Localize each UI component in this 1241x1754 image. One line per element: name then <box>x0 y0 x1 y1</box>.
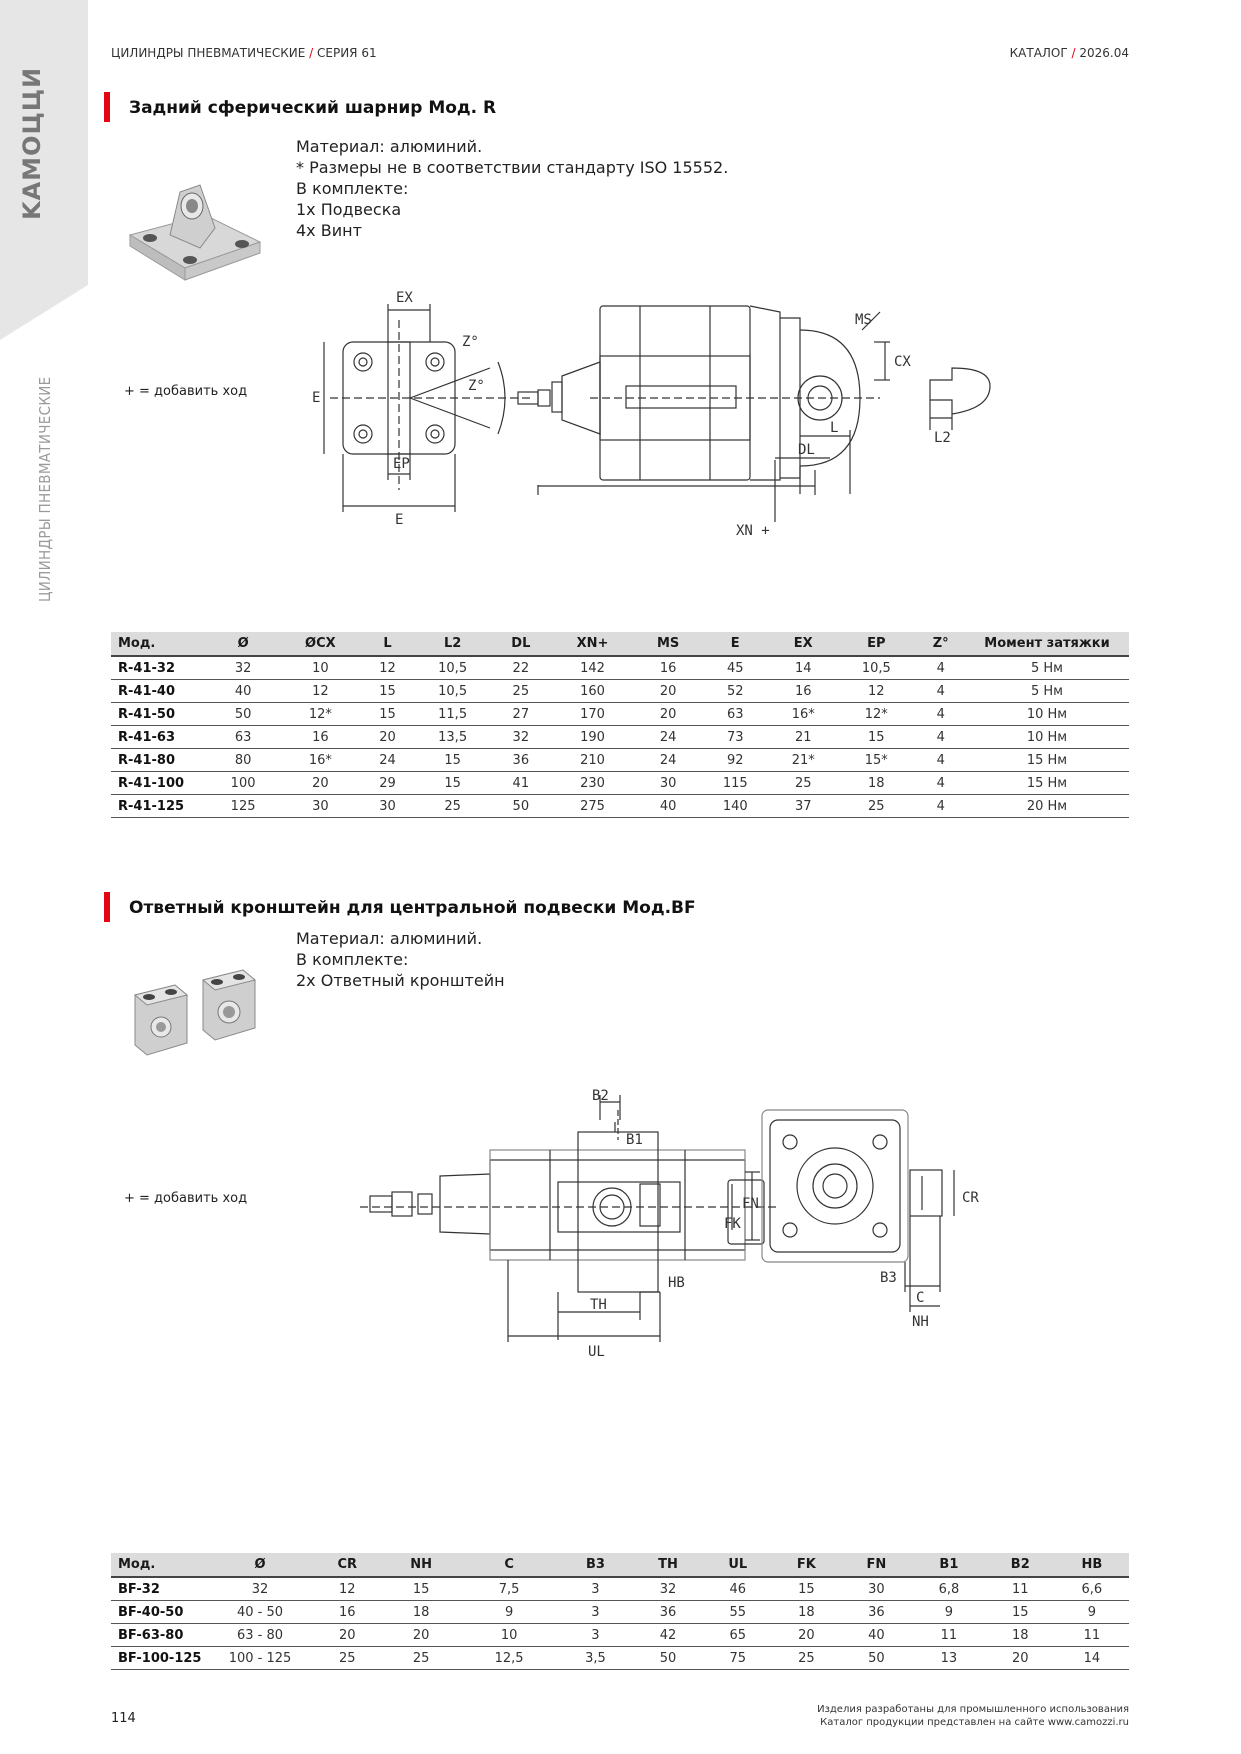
value-cell: 13 <box>912 1647 986 1670</box>
col-header: MS <box>636 632 700 656</box>
value-cell: 15 <box>383 1577 460 1601</box>
desc-line: В комплекте: <box>296 950 409 969</box>
value-cell: 16 <box>278 726 362 749</box>
value-cell: 15* <box>836 749 916 772</box>
header-category: ЦИЛИНДРЫ ПНЕВМАТИЧЕСКИЕ <box>111 46 306 60</box>
value-cell: 15 <box>836 726 916 749</box>
value-cell: 32 <box>208 1577 312 1601</box>
value-cell: 6,8 <box>912 1577 986 1601</box>
value-cell: 4 <box>916 795 965 818</box>
value-cell: 15 <box>362 680 412 703</box>
dim-label: B2 <box>592 1088 609 1104</box>
model-cell: BF-40-50 <box>111 1601 208 1624</box>
col-header: L2 <box>413 632 493 656</box>
dim-label: EP <box>393 456 410 472</box>
table-row <box>111 680 1129 703</box>
value-cell: 15 <box>772 1577 841 1601</box>
col-header: Момент затяжки <box>965 632 1129 656</box>
footer-line: Каталог продукции представлен на сайте www.camozzi.ru <box>820 1717 1129 1728</box>
col-header: Ø <box>208 1553 312 1577</box>
value-cell: 50 <box>841 1647 912 1670</box>
desc-line: 4x Винт <box>296 221 362 240</box>
value-cell: 12 <box>836 680 916 703</box>
value-cell: 3 <box>558 1624 632 1647</box>
product-photo-hinge <box>120 180 270 290</box>
value-cell: 27 <box>493 703 549 726</box>
header-series: СЕРИЯ 61 <box>317 46 377 60</box>
table-row <box>111 656 1129 680</box>
value-cell: 16* <box>278 749 362 772</box>
value-cell: 18 <box>772 1601 841 1624</box>
section-accent-bar <box>104 892 110 922</box>
dim-label: TH <box>590 1297 607 1313</box>
value-cell: 24 <box>636 749 700 772</box>
value-cell: 15 Нм <box>965 749 1129 772</box>
value-cell: 4 <box>916 749 965 772</box>
desc-line: В комплекте: <box>296 179 409 198</box>
value-cell: 100 <box>208 772 278 795</box>
value-cell: 41 <box>493 772 549 795</box>
value-cell: 92 <box>700 749 770 772</box>
dim-label: FN <box>742 1196 759 1212</box>
value-cell: 80 <box>208 749 278 772</box>
value-cell: 142 <box>549 656 636 680</box>
value-cell: 170 <box>549 703 636 726</box>
value-cell: 10 Нм <box>965 703 1129 726</box>
col-header: B1 <box>912 1553 986 1577</box>
model-cell: R-41-125 <box>111 795 208 818</box>
dim-label: E <box>395 512 404 528</box>
value-cell: 11 <box>912 1624 986 1647</box>
value-cell: 100 - 125 <box>208 1647 312 1670</box>
value-cell: 37 <box>770 795 836 818</box>
value-cell: 52 <box>700 680 770 703</box>
dim-label: C <box>916 1290 925 1306</box>
dim-label: Z° <box>462 334 479 350</box>
col-header: Ø <box>208 632 278 656</box>
col-header: Z° <box>916 632 965 656</box>
value-cell: 10 <box>278 656 362 680</box>
value-cell: 11 <box>1055 1624 1129 1647</box>
value-cell: 140 <box>700 795 770 818</box>
model-cell: R-41-100 <box>111 772 208 795</box>
col-header: CR <box>312 1553 383 1577</box>
value-cell: 9 <box>1055 1601 1129 1624</box>
value-cell: 12 <box>312 1577 383 1601</box>
value-cell: 75 <box>704 1647 772 1670</box>
value-cell: 18 <box>986 1624 1055 1647</box>
model-cell: R-41-80 <box>111 749 208 772</box>
value-cell: 30 <box>841 1577 912 1601</box>
value-cell: 11,5 <box>413 703 493 726</box>
table-row <box>111 1601 1129 1624</box>
value-cell: 16 <box>636 656 700 680</box>
value-cell: 46 <box>704 1577 772 1601</box>
desc-line: * Размеры не в соответствии стандарту ISO 15552. <box>296 158 729 177</box>
value-cell: 30 <box>636 772 700 795</box>
value-cell: 25 <box>836 795 916 818</box>
col-header: Мод. <box>111 632 208 656</box>
value-cell: 55 <box>704 1601 772 1624</box>
col-header: FN <box>841 1553 912 1577</box>
value-cell: 16* <box>770 703 836 726</box>
header-separator: / <box>1067 46 1080 60</box>
col-header: E <box>700 632 770 656</box>
value-cell: 40 - 50 <box>208 1601 312 1624</box>
value-cell: 40 <box>636 795 700 818</box>
value-cell: 24 <box>636 726 700 749</box>
value-cell: 73 <box>700 726 770 749</box>
value-cell: 63 - 80 <box>208 1624 312 1647</box>
value-cell: 20 <box>278 772 362 795</box>
value-cell: 25 <box>770 772 836 795</box>
value-cell: 25 <box>383 1647 460 1670</box>
value-cell: 32 <box>632 1577 703 1601</box>
model-cell: BF-100-125 <box>111 1647 208 1670</box>
col-header: C <box>460 1553 559 1577</box>
brand-logo: KAMOЦЦИ <box>18 66 46 220</box>
dim-label: DL <box>798 442 815 458</box>
value-cell: 210 <box>549 749 636 772</box>
value-cell: 15 Нм <box>965 772 1129 795</box>
dim-label: E <box>312 390 321 406</box>
col-header: B2 <box>986 1553 1055 1577</box>
section2-description <box>296 928 505 991</box>
value-cell: 20 <box>636 680 700 703</box>
value-cell: 11 <box>986 1577 1055 1601</box>
value-cell: 32 <box>493 726 549 749</box>
value-cell: 4 <box>916 680 965 703</box>
value-cell: 12 <box>362 656 412 680</box>
value-cell: 24 <box>362 749 412 772</box>
col-header: EP <box>836 632 916 656</box>
dim-label: XN + <box>736 523 770 539</box>
header-catalog-date: 2026.04 <box>1079 46 1129 60</box>
value-cell: 6,6 <box>1055 1577 1129 1601</box>
value-cell: 4 <box>916 726 965 749</box>
col-header: FK <box>772 1553 841 1577</box>
value-cell: 3,5 <box>558 1647 632 1670</box>
value-cell: 10 <box>460 1624 559 1647</box>
section-accent-bar <box>104 92 110 122</box>
desc-line: Материал: алюминий. <box>296 929 483 948</box>
value-cell: 9 <box>460 1601 559 1624</box>
col-header: UL <box>704 1553 772 1577</box>
value-cell: 16 <box>770 680 836 703</box>
value-cell: 14 <box>1055 1647 1129 1670</box>
dim-label: Z° <box>468 378 485 394</box>
table-row <box>111 1577 1129 1601</box>
value-cell: 230 <box>549 772 636 795</box>
page-number: 114 <box>111 1711 136 1726</box>
value-cell: 36 <box>493 749 549 772</box>
technical-drawing-bf <box>350 1080 1080 1380</box>
technical-drawing-r <box>290 290 1090 550</box>
col-header: NH <box>383 1553 460 1577</box>
value-cell: 25 <box>312 1647 383 1670</box>
value-cell: 45 <box>700 656 770 680</box>
value-cell: 50 <box>208 703 278 726</box>
value-cell: 32 <box>208 656 278 680</box>
model-cell: BF-63-80 <box>111 1624 208 1647</box>
value-cell: 125 <box>208 795 278 818</box>
model-cell: R-41-63 <box>111 726 208 749</box>
value-cell: 10,5 <box>836 656 916 680</box>
value-cell: 13,5 <box>413 726 493 749</box>
value-cell: 15 <box>362 703 412 726</box>
value-cell: 12* <box>836 703 916 726</box>
product-photo-brackets <box>125 965 275 1075</box>
value-cell: 7,5 <box>460 1577 559 1601</box>
header-catalog <box>1010 46 1129 60</box>
table-row <box>111 795 1129 818</box>
model-cell: R-41-40 <box>111 680 208 703</box>
value-cell: 10,5 <box>413 680 493 703</box>
stroke-note: + = добавить ход <box>124 1191 248 1206</box>
section-title-text: Задний сферический шарнир Мод. R <box>129 98 497 118</box>
value-cell: 10,5 <box>413 656 493 680</box>
col-header: Мод. <box>111 1553 208 1577</box>
table-header-row <box>111 1553 1129 1577</box>
value-cell: 4 <box>916 656 965 680</box>
value-cell: 36 <box>841 1601 912 1624</box>
value-cell: 40 <box>208 680 278 703</box>
value-cell: 275 <box>549 795 636 818</box>
value-cell: 50 <box>493 795 549 818</box>
value-cell: 42 <box>632 1624 703 1647</box>
value-cell: 190 <box>549 726 636 749</box>
stroke-note: + = добавить ход <box>124 384 248 399</box>
section-title-bf <box>104 898 696 918</box>
model-cell: R-41-50 <box>111 703 208 726</box>
value-cell: 115 <box>700 772 770 795</box>
table-r <box>111 632 1129 818</box>
value-cell: 21 <box>770 726 836 749</box>
value-cell: 22 <box>493 656 549 680</box>
value-cell: 30 <box>362 795 412 818</box>
col-header: EX <box>770 632 836 656</box>
value-cell: 30 <box>278 795 362 818</box>
value-cell: 20 <box>383 1624 460 1647</box>
table-row <box>111 1647 1129 1670</box>
value-cell: 5 Нм <box>965 656 1129 680</box>
model-cell: R-41-32 <box>111 656 208 680</box>
col-header: HB <box>1055 1553 1129 1577</box>
value-cell: 20 <box>636 703 700 726</box>
dim-label: HB <box>668 1275 685 1291</box>
value-cell: 29 <box>362 772 412 795</box>
value-cell: 50 <box>632 1647 703 1670</box>
value-cell: 40 <box>841 1624 912 1647</box>
value-cell: 36 <box>632 1601 703 1624</box>
model-cell: BF-32 <box>111 1577 208 1601</box>
dim-label: B3 <box>880 1270 897 1286</box>
table-row <box>111 1624 1129 1647</box>
value-cell: 14 <box>770 656 836 680</box>
col-header: XN+ <box>549 632 636 656</box>
value-cell: 12* <box>278 703 362 726</box>
value-cell: 25 <box>772 1647 841 1670</box>
value-cell: 21* <box>770 749 836 772</box>
col-header: TH <box>632 1553 703 1577</box>
value-cell: 20 <box>312 1624 383 1647</box>
table-row <box>111 703 1129 726</box>
value-cell: 20 <box>986 1647 1055 1670</box>
value-cell: 4 <box>916 703 965 726</box>
value-cell: 4 <box>916 772 965 795</box>
value-cell: 18 <box>383 1601 460 1624</box>
value-cell: 25 <box>493 680 549 703</box>
value-cell: 10 Нм <box>965 726 1129 749</box>
value-cell: 12,5 <box>460 1647 559 1670</box>
section-title-text: Ответный кронштейн для центральной подвески Мод.BF <box>129 898 696 918</box>
value-cell: 3 <box>558 1577 632 1601</box>
value-cell: 63 <box>208 726 278 749</box>
value-cell: 5 Нм <box>965 680 1129 703</box>
section1-description <box>296 136 728 241</box>
dim-label: FK <box>724 1216 741 1232</box>
desc-line: Материал: алюминий. <box>296 137 483 156</box>
table-row <box>111 726 1129 749</box>
value-cell: 16 <box>312 1601 383 1624</box>
dim-label: EX <box>396 290 413 306</box>
col-header: B3 <box>558 1553 632 1577</box>
value-cell: 15 <box>986 1601 1055 1624</box>
value-cell: 25 <box>413 795 493 818</box>
table-row <box>111 749 1129 772</box>
desc-line: 2x Ответный кронштейн <box>296 971 505 990</box>
table-header-row <box>111 632 1129 656</box>
header-breadcrumb <box>111 46 377 60</box>
col-header: ØCX <box>278 632 362 656</box>
sidebar-category-label: ЦИЛИНДРЫ ПНЕВМАТИЧЕСКИЕ <box>36 376 54 602</box>
dim-label: B1 <box>626 1132 643 1148</box>
value-cell: 3 <box>558 1601 632 1624</box>
col-header: L <box>362 632 412 656</box>
value-cell: 20 Нм <box>965 795 1129 818</box>
dim-label: L2 <box>934 430 951 446</box>
dim-label: CR <box>962 1190 979 1206</box>
dim-label: CX <box>894 354 911 370</box>
footer-note <box>817 1703 1129 1729</box>
dim-label: UL <box>588 1344 605 1360</box>
value-cell: 65 <box>704 1624 772 1647</box>
value-cell: 15 <box>413 749 493 772</box>
footer-line: Изделия разработаны для промышленного использования <box>817 1704 1129 1715</box>
value-cell: 63 <box>700 703 770 726</box>
value-cell: 15 <box>413 772 493 795</box>
desc-line: 1x Подвеска <box>296 200 402 219</box>
col-header: DL <box>493 632 549 656</box>
section-title-r <box>104 98 496 118</box>
dim-label: L <box>830 420 839 436</box>
table-bf <box>111 1553 1129 1670</box>
value-cell: 20 <box>772 1624 841 1647</box>
dim-label: MS <box>855 312 872 328</box>
table-row <box>111 772 1129 795</box>
value-cell: 12 <box>278 680 362 703</box>
value-cell: 160 <box>549 680 636 703</box>
header-catalog-label: КАТАЛОГ <box>1009 46 1068 60</box>
dim-label: NH <box>912 1314 929 1330</box>
value-cell: 20 <box>362 726 412 749</box>
value-cell: 18 <box>836 772 916 795</box>
value-cell: 9 <box>912 1601 986 1624</box>
header-separator: / <box>305 46 317 60</box>
